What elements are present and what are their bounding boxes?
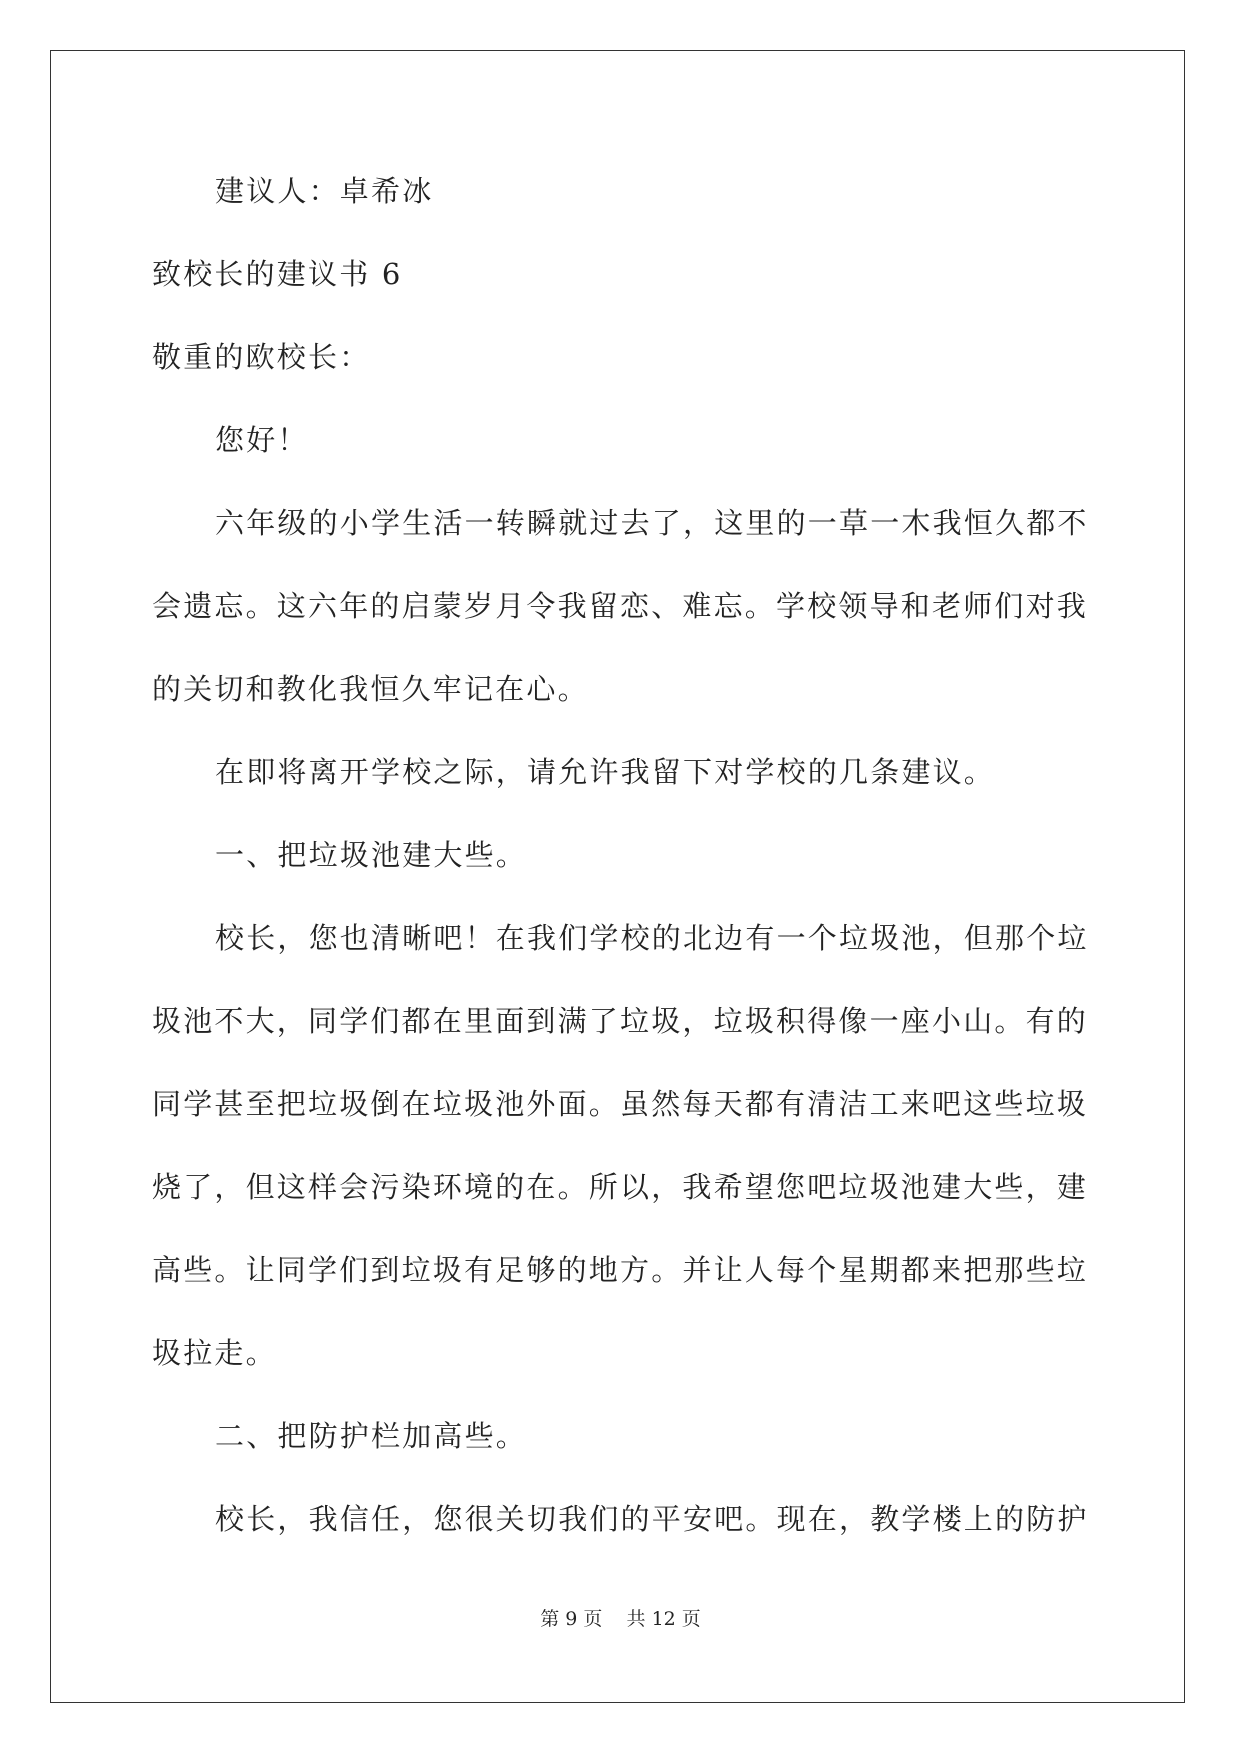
- body-line: 烧了，但这样会污染环境的在。所以，我希望您吧垃圾池建大些，建: [152, 1170, 1089, 1204]
- body-line: 高些。让同学们到垃圾有足够的地方。并让人每个星期都来把那些垃: [152, 1253, 1089, 1287]
- page-number: 第 9 页: [540, 1608, 603, 1630]
- body-line: 在即将离开学校之际，请允许我留下对学校的几条建议。: [215, 755, 996, 789]
- body-line: 圾拉走。: [152, 1336, 277, 1370]
- body-line: 校长，您也清晰吧！在我们学校的北边有一个垃圾池，但那个垃: [215, 921, 1089, 955]
- letter-title: 致校长的建议书 6: [152, 257, 403, 291]
- body-line: 校长，我信任，您很关切我们的平安吧。现在，教学楼上的防护: [215, 1502, 1089, 1536]
- page-footer: [0, 1607, 1241, 1631]
- body-line: 同学甚至把垃圾倒在垃圾池外面。虽然每天都有清洁工来吧这些垃圾: [152, 1087, 1089, 1121]
- section-heading: 二、把防护栏加高些。: [215, 1419, 528, 1453]
- total-pages: 共 12 页: [626, 1608, 701, 1630]
- section-heading: 一、把垃圾池建大些。: [215, 838, 528, 872]
- body-line: 圾池不大，同学们都在里面到满了垃圾，垃圾积得像一座小山。有的: [152, 1004, 1089, 1038]
- body-line: 的关切和教化我恒久牢记在心。: [152, 672, 589, 706]
- greeting: 您好！: [215, 423, 309, 457]
- salutation: 敬重的欧校长：: [152, 340, 371, 374]
- signature-line: 建议人：卓希冰: [215, 174, 434, 208]
- body-line: 六年级的小学生活一转瞬就过去了，这里的一草一木我恒久都不: [215, 506, 1089, 540]
- body-line: 会遗忘。这六年的启蒙岁月令我留恋、难忘。学校领导和老师们对我: [152, 589, 1089, 623]
